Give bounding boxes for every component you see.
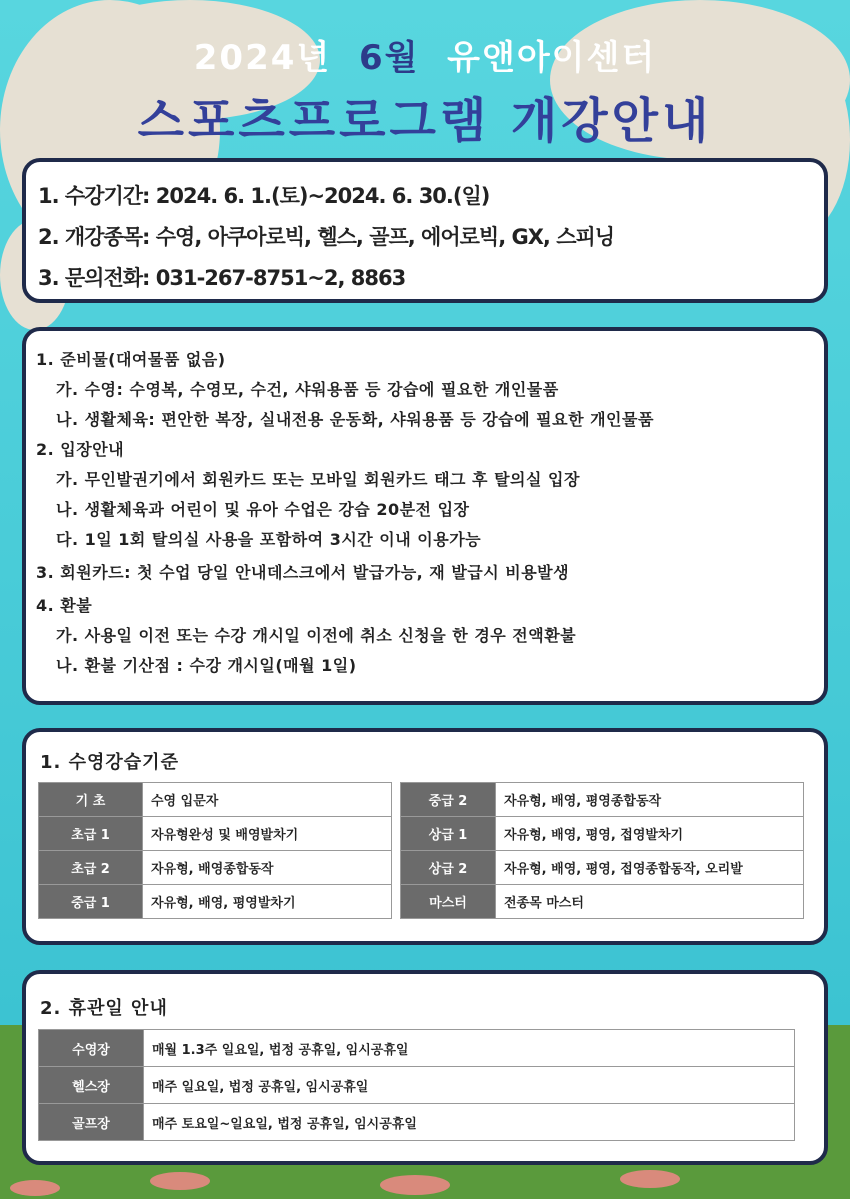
level-description: 자유형, 배영, 평영, 접영발차기: [496, 817, 804, 851]
level-label: 마스터: [401, 885, 496, 919]
level-description: 자유형, 배영, 평영발차기: [143, 885, 392, 919]
summary-box: [22, 158, 828, 303]
table-row: [401, 885, 804, 919]
level-description: 전종목 마스터: [496, 885, 804, 919]
level-label: 기 초: [39, 783, 143, 817]
table-row: [39, 817, 392, 851]
level-description: 수영 입문자: [143, 783, 392, 817]
notice-line: 1. 준비물(대여물품 없음): [36, 350, 226, 369]
table-row: [401, 783, 804, 817]
table-row: [39, 1067, 795, 1104]
table-row: [39, 783, 392, 817]
level-description: 자유형완성 및 배영발차기: [143, 817, 392, 851]
level-label: 헬스장: [39, 1067, 144, 1104]
table-row: [39, 1030, 795, 1067]
stone-decoration: [380, 1175, 450, 1195]
notice-box: [22, 327, 828, 705]
notice-line: 가. 수영: 수영복, 수영모, 수건, 샤워용품 등 강습에 필요한 개인물품: [56, 380, 559, 399]
section-heading: 1. 수영강습기준: [40, 752, 179, 773]
level-description: 매월 1.3주 일요일, 법정 공휴일, 임시공휴일: [144, 1030, 795, 1067]
level-description: 자유형, 배영종합동작: [143, 851, 392, 885]
closed-days-table: [38, 1029, 795, 1141]
level-description: 매주 토요일~일요일, 법정 공휴일, 임시공휴일: [144, 1104, 795, 1141]
notice-line: 다. 1일 1회 탈의실 사용을 포함하여 3시간 이내 이용가능: [56, 530, 482, 549]
subtitle-month: 6월: [358, 38, 420, 78]
notice-line: 가. 무인발권기에서 회원카드 또는 모바일 회원카드 태그 후 탈의실 입장: [56, 470, 580, 489]
level-description: 매주 일요일, 법정 공휴일, 임시공휴일: [144, 1067, 795, 1104]
programs: 2. 개강종목: 수영, 아쿠아로빅, 헬스, 골프, 에어로빅, GX, 스피닝: [38, 225, 615, 249]
table-row: [401, 817, 804, 851]
level-label: 중급 1: [39, 885, 143, 919]
section-heading: 2. 휴관일 안내: [40, 998, 168, 1019]
period: 1. 수강기간: 2024. 6. 1.(토)~2024. 6. 30.(일): [38, 184, 490, 208]
notice-line: 나. 생활체육과 어린이 및 유아 수업은 강습 20분전 입장: [56, 500, 470, 519]
swim-level-table-right: [400, 782, 804, 919]
table-row: [39, 885, 392, 919]
notice-line: 나. 생활체육: 편안한 복장, 실내전용 운동화, 샤워용품 등 강습에 필요한 개인물품: [56, 410, 654, 429]
notice-line: 가. 사용일 이전 또는 수강 개시일 이전에 취소 신청을 한 경우 전액환불: [56, 626, 577, 645]
level-label: 상급 2: [401, 851, 496, 885]
subtitle: [0, 30, 850, 79]
level-label: 초급 2: [39, 851, 143, 885]
level-description: 자유형, 배영, 평영, 접영종합동작, 오리발: [496, 851, 804, 885]
notice-line: 4. 환불: [36, 596, 93, 615]
table-row: [39, 851, 392, 885]
stone-decoration: [150, 1172, 210, 1190]
swim-level-box: [22, 728, 828, 945]
subtitle-center: 유앤아이센터: [447, 38, 657, 78]
contact-phone: 3. 문의전화: 031-267-8751~2, 8863: [38, 266, 406, 290]
level-label: 상급 1: [401, 817, 496, 851]
stone-decoration: [10, 1180, 60, 1196]
table-row: [39, 1104, 795, 1141]
level-label: 수영장: [39, 1030, 144, 1067]
notice-line: 2. 입장안내: [36, 440, 125, 459]
subtitle-year: 2024년: [193, 38, 332, 78]
swim-level-table-left: [38, 782, 392, 919]
stone-decoration: [620, 1170, 680, 1188]
table-row: [401, 851, 804, 885]
level-label: 초급 1: [39, 817, 143, 851]
level-label: 중급 2: [401, 783, 496, 817]
level-label: 골프장: [39, 1104, 144, 1141]
notice-line: 3. 회원카드: 첫 수업 당일 안내데스크에서 발급가능, 재 발급시 비용발생: [36, 563, 570, 582]
level-description: 자유형, 배영, 평영종합동작: [496, 783, 804, 817]
closed-days-box: [22, 970, 828, 1165]
notice-line: 나. 환불 기산점 : 수강 개시일(매월 1일): [56, 656, 357, 675]
page-title: 스포츠프로그램 개강안내: [137, 93, 713, 149]
